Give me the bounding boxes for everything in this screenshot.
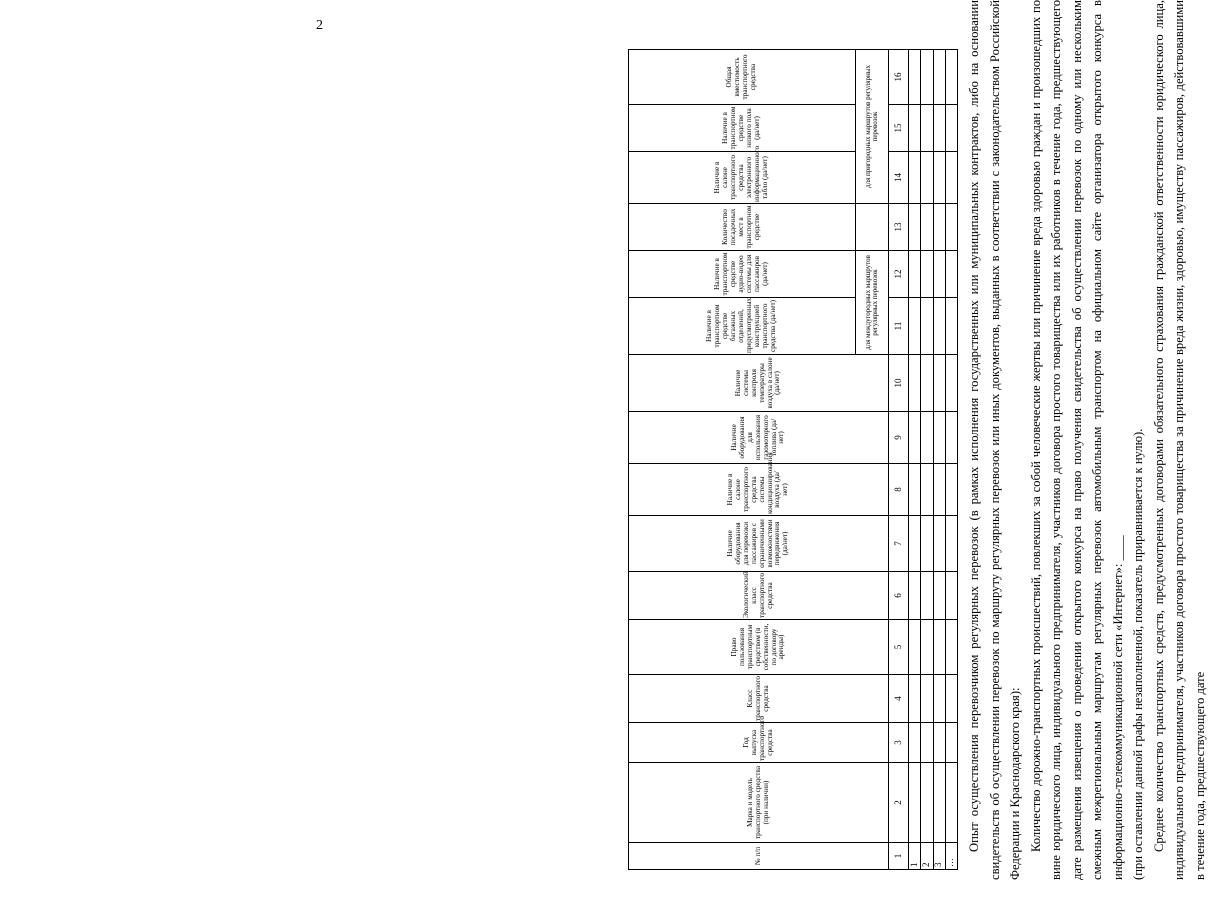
column-number: 2 [889, 763, 909, 843]
table-row [909, 50, 921, 870]
column-number: 12 [889, 251, 909, 298]
row-number: 3 [933, 843, 945, 870]
header-cell-15: Наличие в транспортном средстве низкого пола (да/нет) [629, 105, 856, 152]
column-number: 13 [889, 204, 909, 251]
column-number: 6 [889, 572, 909, 620]
paragraph-accidents: Количество дорожно-транспортных происшествий, повлекших за собой человеческие жертвы или причинение вреда здоровью граждан и произошедших по вине юридического лица, индивидуального предпринимателя, участников договора простого товарищества или их работников в течение года, предшествующего дате размещения извещения о проведении открытого конкурса на право получения свидетельства об осуществлении перевозок по одному или нескольким смежным межрегиональным маршрутам регулярных перевозок автомобильным транспортом на официальном сайте организатора открытого конкурса в информационно-телекоммуникационной сети «Интернет»: ____ [1028, 0, 1125, 880]
paragraph-vehicles-average: Среднее количество транспортных средств, предусмотренных договорами обязательного страхования гражданской ответственности юридического лица, индивидуального предпринимателя, участников договора простого товарищества за причинение вреда жизни, здоровью, имуществу пассажиров, действовавшими в течение года, предшествующего дате [1151, 0, 1207, 880]
header-cell-13: Количество посадочных мест в транспортном средстве [629, 204, 856, 251]
header-cell-11: Наличие в транспортном средстве багажных отделений, предусмотренных конструкцией транспортного средства (да/нет) [629, 298, 856, 355]
column-number: 4 [889, 675, 909, 723]
header-cell-12: Наличие в транспортном средстве аудио-видео системы для пассажиров (да/нет) [629, 251, 856, 298]
body-text [964, 0, 1207, 880]
header-cell-7: Наличие оборудования для перевозки пассажиров с ограниченными возможностями передвижения (да/нет) [629, 516, 889, 572]
header-cell-14: Наличие в салоне транспортного средства электронного информационного табло (да/нет) [629, 152, 856, 204]
header-cell-3: Год выпуска транспортного средства [629, 723, 889, 763]
group-spacer-13 [856, 204, 889, 251]
vehicles-table [628, 50, 958, 870]
column-number: 11 [889, 298, 909, 355]
header-cell-4: Класс транспортного средства [629, 675, 889, 723]
column-number: 10 [889, 355, 909, 412]
column-number: 8 [889, 464, 909, 516]
header-cell-5: Право пользования транспортным средством (в собственности, по договору аренды) [629, 620, 889, 675]
column-number: 1 [889, 843, 909, 870]
column-number: 9 [889, 412, 909, 464]
header-cell-9: Наличие оборудования для использования газомоторного топлива (да/нет) [629, 412, 889, 464]
column-number: 3 [889, 723, 909, 763]
column-number: 14 [889, 152, 909, 204]
header-cell-1: № п/п [629, 843, 889, 870]
header-cell-6: Экологический класс транспортного средства [629, 572, 889, 620]
row-number: 2 [921, 843, 933, 870]
table-row [921, 50, 933, 870]
table-row: … [945, 50, 957, 870]
header-cell-2: Марка и модель транспортного средства (при наличии) [629, 763, 889, 843]
rotated-landscape-content [628, 0, 1207, 880]
column-number: 5 [889, 620, 909, 675]
row-number: 1 [909, 843, 921, 870]
column-number: 15 [889, 105, 909, 152]
column-number: 16 [889, 50, 909, 105]
table-row [933, 50, 945, 870]
paragraph-note: (при оставлении данной графы незаполненной, показатель приравнивается к нулю). [1131, 428, 1145, 880]
group-suburban-routes: для пригородных маршрутов регулярных перевозок [856, 50, 889, 204]
header-cell-8: Наличие в салоне транспортного средства системы кондиционирования воздуха (да/нет) [629, 464, 889, 516]
header-cell-10: Наличие системы контроля температуры воздуха в салоне (да/нет) [629, 355, 889, 412]
column-number: 7 [889, 516, 909, 572]
header-cell-16: Общая вместимость транспортного средства [629, 50, 856, 105]
paragraph-experience: Опыт осуществления перевозчиком регулярных перевозок (в рамках исполнения государственных или муниципальных контрактов, либо на основании свидетельств об осуществлении перевозок по маршруту регулярных перевозок или иных документов, выданных в соответствии с законодательством Российской Федерации и Краснодарского края): [967, 0, 1022, 880]
page-number: 2 [316, 18, 323, 33]
group-intercity-routes: для междугородных маршрутов регулярных перевозок [856, 251, 889, 355]
